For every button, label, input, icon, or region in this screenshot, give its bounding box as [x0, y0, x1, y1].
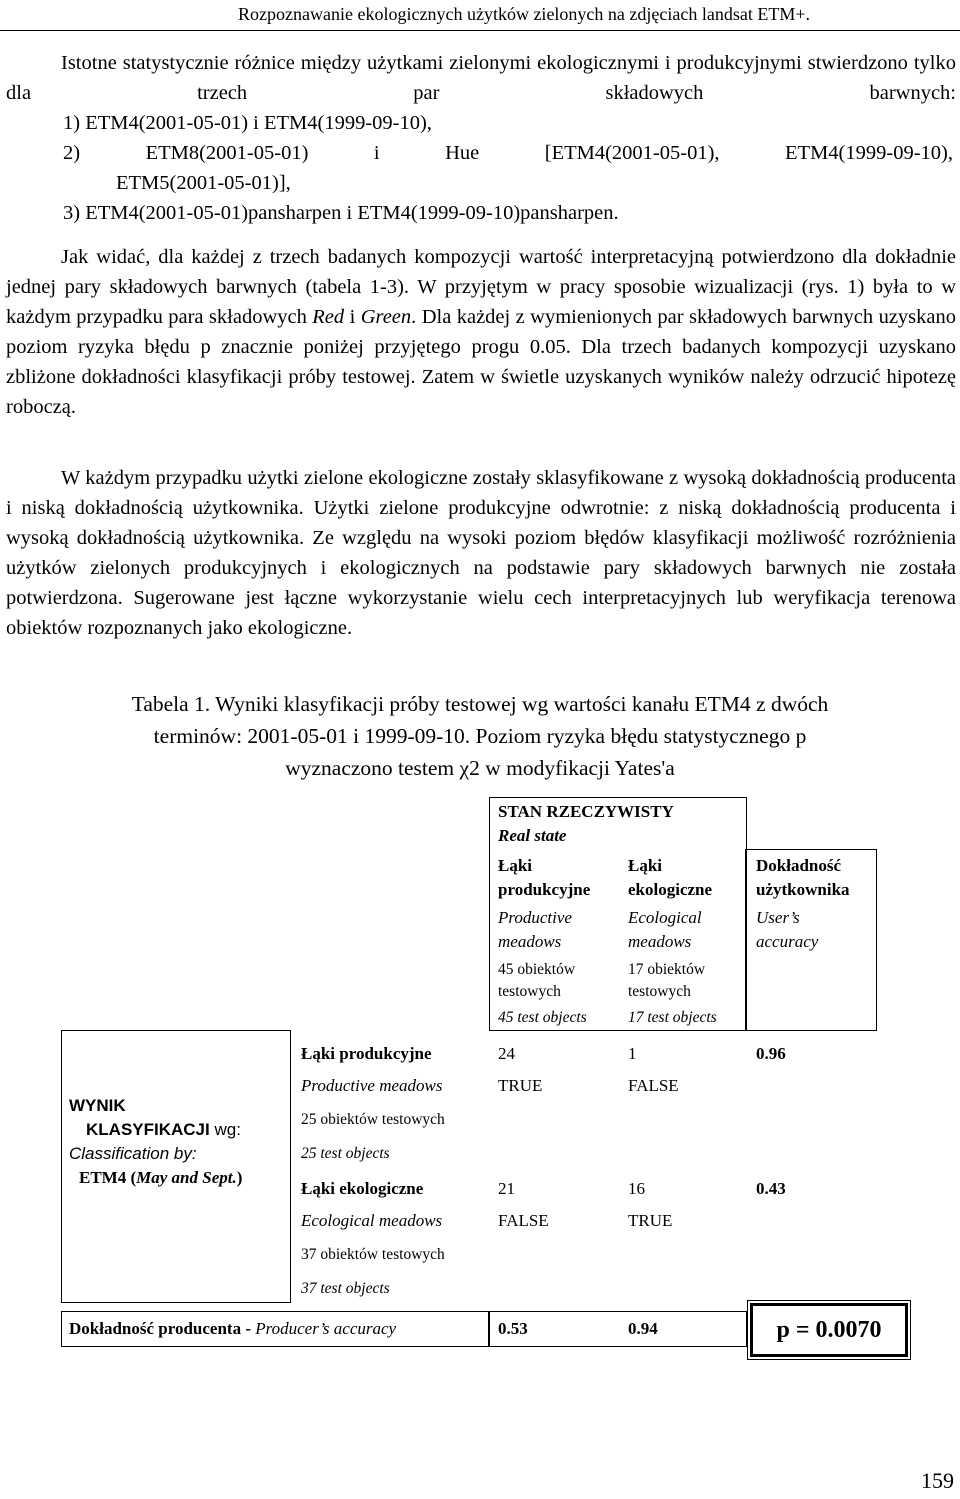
- paragraph-3: W każdym przypadku użytki zielone ekologiczne zostały sklasyfikowane z wysoką dokładnością producenta i niską dokładnością użytkownika. Użytki zielone produkcyjne odwrotnie: z niską dokładnością producenta i wysoką dokładnością użytkownika. Ze względu na wysoki poziom błędów klasyfikacji możliwość rozróżnienia użytków zielonych produkcyjnych i ekologicznych na podstawie pary składowych barwnych nie została potwierdzona. Sugerowane jest łączne wykorzystanie wielu cech interpretacyjnych lub weryfikacja terenowa obiektów rozpoznanych jako ekologiczne.: [6, 467, 956, 639]
- col-eco-en-1: Ecological: [628, 908, 702, 927]
- col-prod-pl-1: Łąki: [498, 856, 533, 875]
- running-title: Rozpoznawanie ekologicznych użytków zielonych na zdjęciach landsat ETM+.: [238, 4, 810, 24]
- cell-prod-prod-status: TRUE: [498, 1076, 543, 1095]
- col-eco-pl-1: Łąki: [628, 856, 663, 875]
- col-prod-en-2: meadows: [498, 932, 562, 951]
- col-prod-count-2: testowych: [498, 983, 561, 1000]
- col-prod-count-en: 45 test objects: [498, 1009, 587, 1026]
- col-eco-en-2: meadows: [628, 932, 692, 951]
- list-item-2-continued: ETM5(2001-05-01)],: [116, 172, 291, 194]
- row-prod-count-en: 25 test objects: [301, 1145, 390, 1162]
- caption-line-1: Tabela 1. Wyniki klasyfikacji próby testowej wg wartości kanału ETM4 z dwóch: [131, 692, 829, 716]
- col-user-pl-2: użytkownika: [756, 880, 850, 899]
- col-eco-count-1: 17 obiektów: [628, 961, 706, 978]
- cell-prod-eco-status: FALSE: [628, 1076, 679, 1095]
- state-title-en: Real state: [498, 826, 567, 845]
- row-eco-count: 37 obiektów testowych: [301, 1246, 445, 1263]
- list-item-1: 1) ETM4(2001-05-01) i ETM4(1999-09-10),: [63, 112, 432, 134]
- table-caption: [0, 688, 960, 784]
- paragraph-intro: Istotne statystycznie różnice między użytkami zielonymi ekologicznymi i produkcyjnymi stwierdzono tylko dla trzech par składowych barwnych:: [6, 52, 956, 104]
- producer-accuracy-prod: 0.53: [498, 1319, 528, 1338]
- caption-line-2: terminów: 2001-05-01 i 1999-09-10. Poziom ryzyka błędu statystycznego p: [153, 724, 807, 748]
- cell-prod-user-accuracy: 0.96: [756, 1044, 786, 1063]
- paragraph-2: Jak widać, dla każdej z trzech badanych kompozycji wartość interpretacyjną potwierdzono dla dokładnie jednej pary składowych barwnych (tabela 1-3). W przyjętym w pracy sposobie wizualizacji (rys. 1) była to w każdym przypadku para składowych Red i Green. Dla każdej z wymienionych par składowych barwnych uzyskano poziom ryzyka błędu p znacznie poniżej przyjętego progu 0.05. Dla trzech badanych kompozycji uzyskano zbliżone dokładności klasyfikacji próby testowej. Zatem w świetle uzyskanych wyników należy odrzucić hipotezę roboczą.: [6, 246, 956, 418]
- result-label-1: WYNIK: [69, 1096, 126, 1115]
- cell-eco-prod-status: FALSE: [498, 1211, 549, 1230]
- state-title: STAN RZECZYWISTY: [498, 802, 674, 821]
- row-eco-count-en: 37 test objects: [301, 1280, 390, 1297]
- page-number: 159: [921, 1468, 954, 1493]
- col-eco-count-en: 17 test objects: [628, 1009, 717, 1026]
- col-prod-pl-2: produkcyjne: [498, 880, 591, 899]
- result-label-3: Classification by:: [69, 1144, 197, 1163]
- cell-prod-eco-value: 1: [628, 1044, 637, 1063]
- cell-eco-eco-value: 16: [628, 1179, 645, 1198]
- col-user-en-2: accuracy: [756, 932, 819, 951]
- row-prod-en: Productive meadows: [301, 1076, 443, 1095]
- row-prod-pl: Łąki produkcyjne: [301, 1044, 432, 1063]
- cell-eco-user-accuracy: 0.43: [756, 1179, 786, 1198]
- cell-prod-prod-value: 24: [498, 1044, 515, 1063]
- col-user-en-1: User’s: [756, 908, 800, 927]
- row-prod-count: 25 obiektów testowych: [301, 1111, 445, 1128]
- col-prod-count-1: 45 obiektów: [498, 961, 576, 978]
- cell-eco-prod-value: 21: [498, 1179, 515, 1198]
- row-eco-pl: Łąki ekologiczne: [301, 1179, 424, 1198]
- list-item-3: 3) ETM4(2001-05-01)pansharpen i ETM4(1999-09-10)pansharpen.: [63, 202, 619, 224]
- p-value-box: p = 0.0070: [750, 1303, 908, 1357]
- producer-accuracy-label: Dokładność producenta - Producer’s accuracy: [69, 1319, 397, 1338]
- cell-eco-eco-status: TRUE: [628, 1211, 673, 1230]
- col-user-pl-1: Dokładność: [756, 856, 842, 875]
- col-eco-pl-2: ekologiczne: [628, 880, 713, 899]
- row-eco-en: Ecological meadows: [301, 1211, 443, 1230]
- list-item-2: 2) ETM8(2001-05-01) i Hue [ETM4(2001-05-01), ETM4(1999-09-10),: [63, 142, 953, 164]
- result-label-2: KLASYFIKACJI wg:: [86, 1120, 241, 1139]
- caption-line-3: wyznaczono testem χ2 w modyfikacji Yates'a: [285, 756, 675, 780]
- col-prod-en-1: Productive: [498, 908, 572, 927]
- producer-accuracy-eco: 0.94: [628, 1319, 658, 1338]
- result-label-4: ETM4 (May and Sept.): [79, 1168, 243, 1187]
- running-header: [0, 0, 960, 31]
- col-eco-count-2: testowych: [628, 983, 691, 1000]
